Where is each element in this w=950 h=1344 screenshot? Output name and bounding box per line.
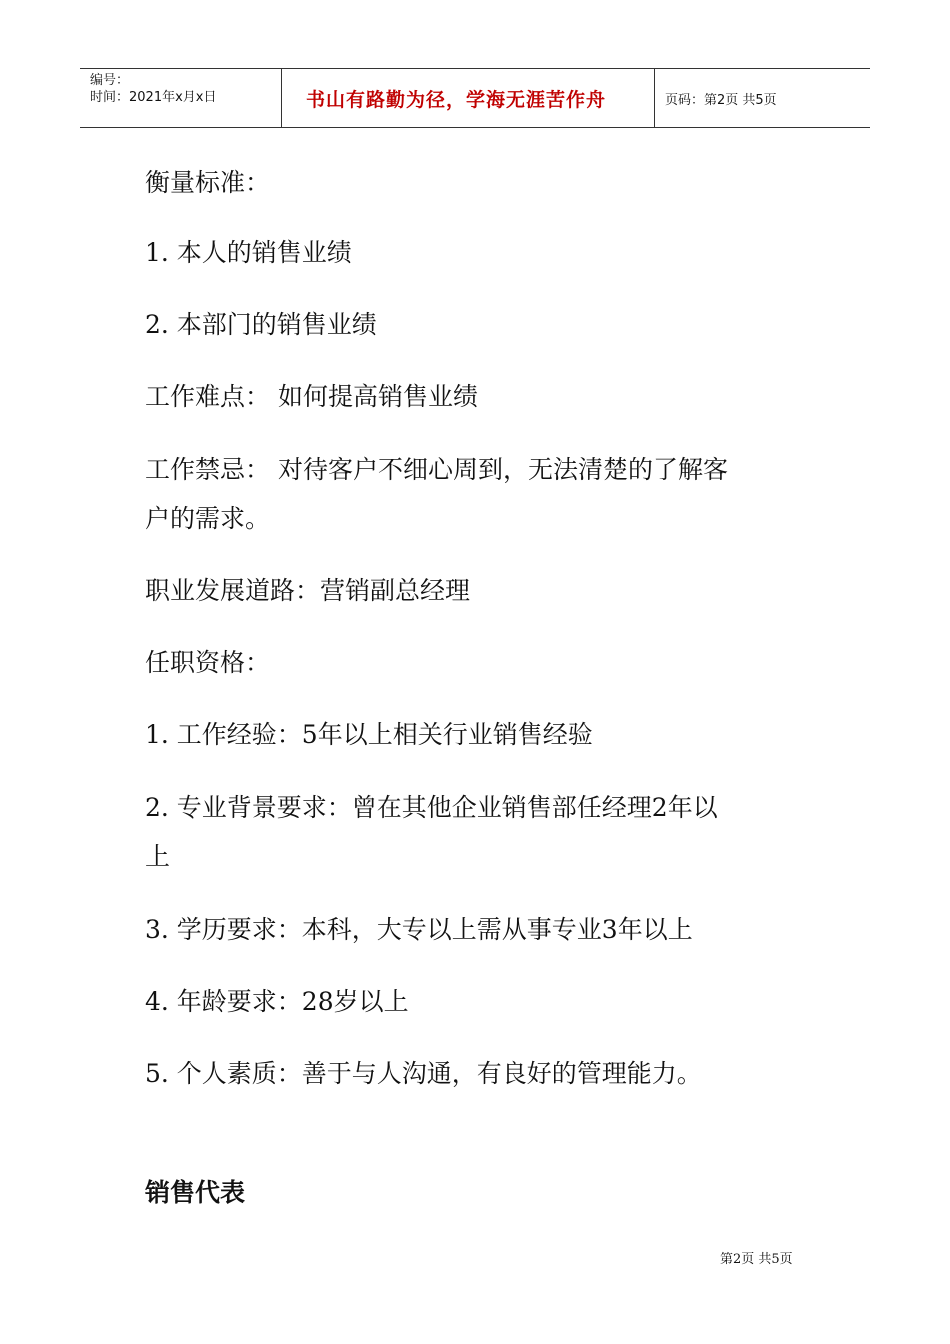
header-page-cell <box>655 69 870 127</box>
measure-item-1: 1. 本人的销售业绩 <box>145 238 352 267</box>
page-footer: 第2页 共5页 <box>720 1252 793 1267</box>
qualification-item-3: 3. 学历要求：本科，大专以上需从事专业3年以上 <box>145 915 693 944</box>
measure-heading: 衡量标准： <box>145 168 271 197</box>
header-motto: 书山有路勤为径，学海无涯苦作舟 <box>305 88 606 111</box>
document-time-label: 时间：2021年x月x日 <box>90 90 217 105</box>
qualification-item-2-line-2: 上 <box>145 842 171 871</box>
work-taboo-line-2: 户的需求。 <box>145 504 271 533</box>
work-taboo-line-1: 工作禁忌： 对待客户不细心周到，无法清楚的了解客 <box>145 455 728 484</box>
page-header <box>80 68 870 128</box>
qualification-item-1: 1. 工作经验：5年以上相关行业销售经验 <box>145 720 593 749</box>
qualification-item-2-line-1: 2. 专业背景要求：曾在其他企业销售部任经理2年以 <box>145 793 718 822</box>
work-difficulty: 工作难点： 如何提高销售业绩 <box>145 382 478 411</box>
section-heading-sales-rep: 销售代表 <box>145 1178 246 1207</box>
document-number-label: 编号： <box>90 73 130 88</box>
qualification-heading: 任职资格： <box>145 648 271 677</box>
qualification-item-4: 4. 年龄要求：28岁以上 <box>145 987 409 1016</box>
header-motto-cell <box>282 69 655 127</box>
header-meta-cell <box>80 69 282 127</box>
qualification-item-5: 5. 个人素质：善于与人沟通，有良好的管理能力。 <box>145 1059 702 1088</box>
header-page-number: 页码：第2页 共5页 <box>665 92 777 108</box>
measure-item-2: 2. 本部门的销售业绩 <box>145 310 377 339</box>
career-path: 职业发展道路：营销副总经理 <box>145 576 471 605</box>
